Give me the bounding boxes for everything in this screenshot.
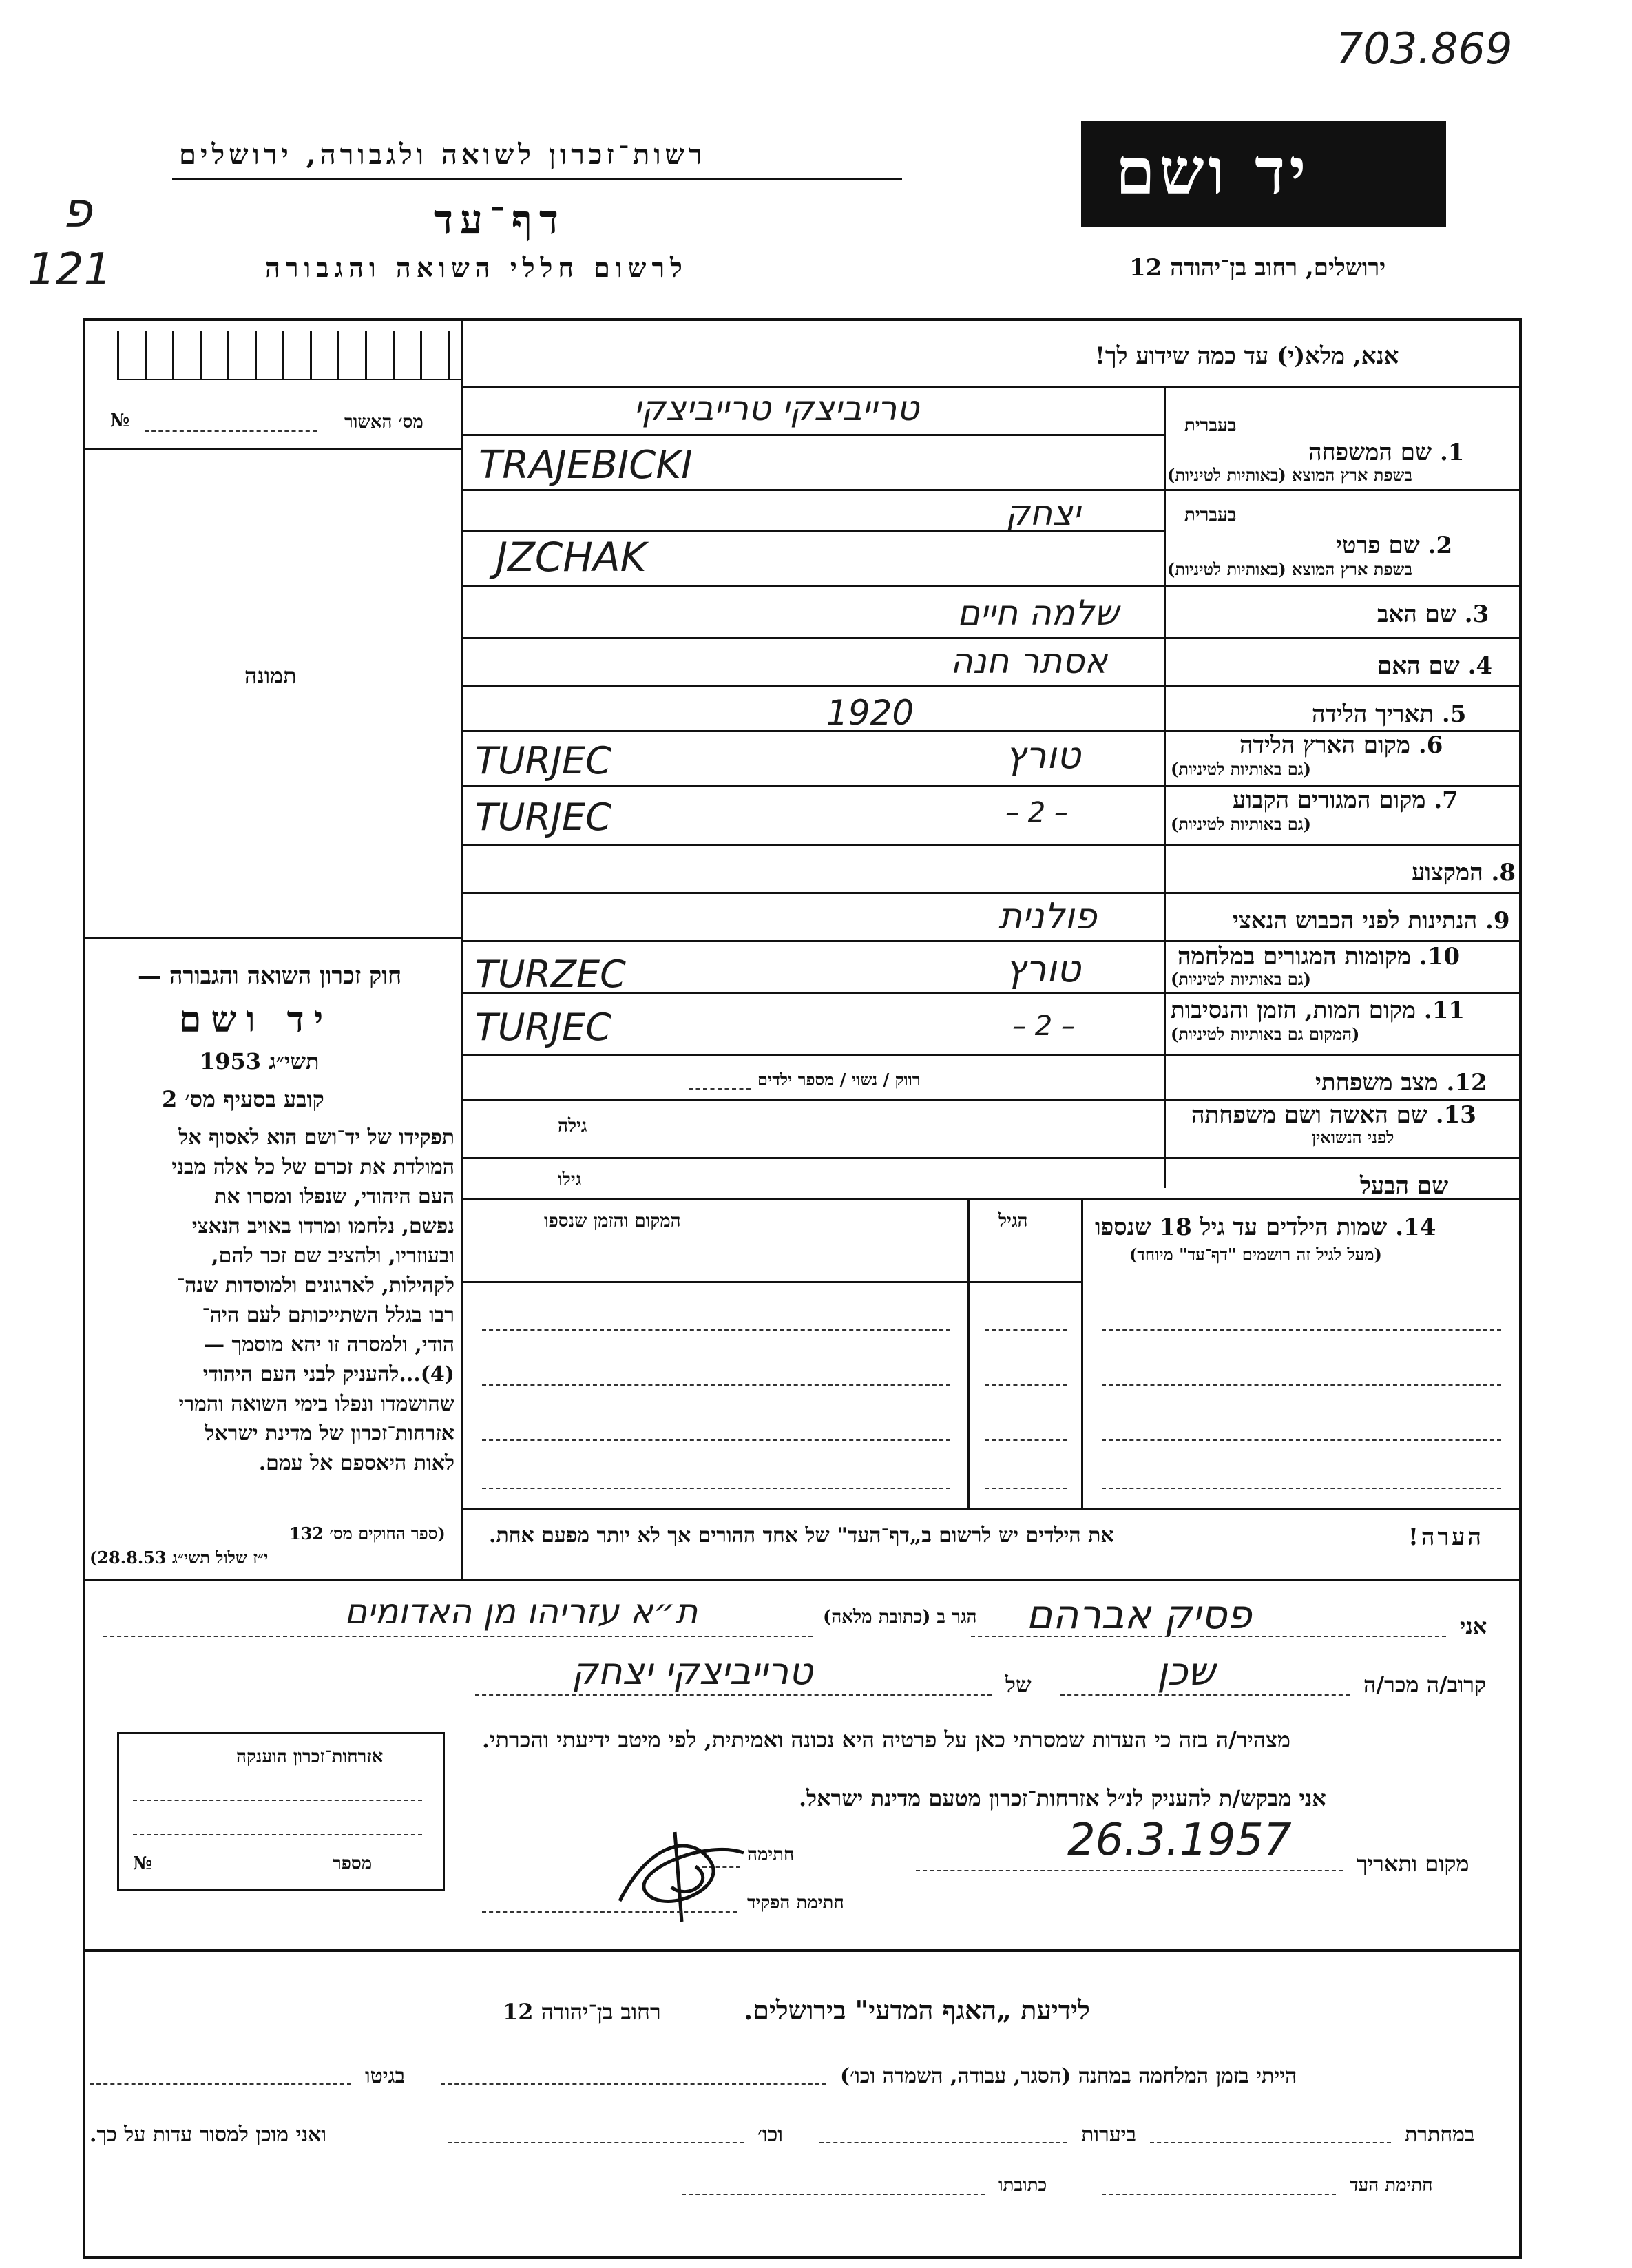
approval-ticks	[117, 331, 461, 380]
children-line-2a	[482, 1384, 950, 1386]
field-7-label: 7. מקום המגורים הקבוע	[1233, 787, 1458, 814]
footer-line1-dash-b	[90, 2083, 351, 2085]
law-year: תשי״ג 1953	[200, 1048, 320, 1074]
field-12-options: רווק / נשוי / מספר ילדים	[757, 1070, 921, 1090]
field-4-value: אסתר חנה	[950, 641, 1108, 681]
approval-no-label: מס׳ האשור	[344, 412, 423, 433]
children-col-age: הגיל	[998, 1211, 1028, 1231]
field-6-label: 6. מקום הארץ הלידה	[1239, 731, 1443, 759]
footer-line2-d: ואני מוכן למסור עדות על כך.	[90, 2123, 327, 2147]
approval-no-line	[145, 430, 317, 432]
children-divider-2	[967, 1198, 970, 1508]
field-5-label: 5. תאריך הלידה	[1312, 700, 1467, 728]
field-12-children-line	[689, 1088, 751, 1090]
decl-i-value: פסיק אברהם	[1026, 1591, 1252, 1638]
law-line: רבו בגלל השתייכותם לעם היה־	[202, 1303, 454, 1327]
field-10-note: (גם באותיות לטיניות)	[1171, 969, 1312, 989]
decl-place-date-line	[916, 1870, 1343, 1871]
decl-official-signature-line	[482, 1911, 737, 1913]
field-13-rule	[461, 1157, 1522, 1159]
field-9-label: 9. הנתינות לפני הכבוש הנאצי	[1233, 907, 1510, 935]
field-2-note: בשפת ארץ המוצא (באותיות לטיניות)	[1167, 559, 1412, 579]
field-7-value-latin: TURJEC	[475, 795, 611, 839]
field-1-rule-a	[461, 434, 1164, 436]
field-3-rule	[461, 637, 1522, 639]
children-divider-1	[1081, 1198, 1083, 1508]
decl-relation-label: קרוב/ה מכר/ה	[1363, 1672, 1487, 1698]
field-11-value-latin: TURJEC	[475, 1006, 611, 1049]
note-rule	[83, 1579, 1522, 1581]
field-10-rule	[461, 992, 1522, 994]
footer-line3-a: חתימת העד	[1350, 2175, 1433, 2196]
footer-line1-b: בגיטו	[365, 2064, 406, 2088]
field-2-hebrew-tag: בעברית	[1184, 505, 1237, 526]
decl-i-line	[971, 1636, 1446, 1637]
margin-number: 121	[28, 245, 112, 295]
children-line-3a	[482, 1439, 950, 1441]
field-2-value-latin: JZCHAK	[496, 534, 647, 581]
field-4-label: 4. שם האם	[1377, 652, 1493, 680]
decl-resides-line	[103, 1636, 813, 1637]
field-7-value-he: – 2 –	[1005, 797, 1068, 829]
law-source: (ספר החוקים מס׳ 132	[289, 1523, 446, 1543]
left-column-divider	[461, 318, 463, 1579]
decl-signature-label: חתימה	[747, 1844, 795, 1865]
instruction-rule	[461, 386, 1522, 388]
citizenship-number-label: מספר	[333, 1853, 373, 1874]
field-10-value-latin: TURZEC	[475, 953, 626, 996]
children-col-place: המקום והזמן שנספו	[544, 1211, 681, 1231]
field-11-value-he: – 2 –	[1012, 1010, 1075, 1042]
children-line-2c	[1102, 1384, 1501, 1386]
field-7-rule	[461, 844, 1522, 846]
law-line: נפשם, נלחמו ומרדו באויב הנאצי	[191, 1214, 454, 1238]
decl-resides-label: הגר ב (כתובת מלאה)	[823, 1607, 977, 1627]
field-11-note: (המקום גם באותיות לטיניות)	[1171, 1024, 1360, 1044]
children-line-4b	[985, 1488, 1067, 1489]
approval-rule	[83, 448, 461, 450]
decl-request: אני מבקש/ת להעניק לנ״ל אזרחות־זכרון מטעם מדינת ישראל.	[799, 1785, 1326, 1811]
decl-place-date-value: 26.3.1957	[1067, 1815, 1292, 1866]
children-line-1b	[985, 1329, 1067, 1331]
logo	[1081, 121, 1446, 227]
decl-statement: מצהיר/ה בזה כי העדות שמסרתי כאן על פרטיה היא נכונה ואמיתית, לפי מיטב ידיעתי והכרתי.	[482, 1727, 1290, 1753]
law-line: המולדת את זכרם של כל אלה מבני	[171, 1155, 454, 1179]
field-9-value: פולנית	[998, 896, 1097, 937]
decl-official-signature-label: חתימת הפקיד	[747, 1893, 844, 1913]
field-1-note: בשפת ארץ המוצא (באותיות לטיניות)	[1167, 465, 1412, 485]
law-line: שהושמדו ונפלו בימי השואה והמרי	[178, 1392, 454, 1416]
decl-of-label: של	[1005, 1672, 1032, 1698]
decl-of-value: טרייביצקי יצחק	[572, 1650, 813, 1693]
field-14-label: 14. שמות הילדים עד גיל 18 שנספו	[1095, 1214, 1436, 1241]
footer-line2-dash-a	[1150, 2142, 1391, 2143]
footer-line2-dash-c	[448, 2142, 744, 2143]
field-2-rule	[461, 585, 1522, 587]
law-line: (4)...להעניק לבני העם היהודי	[202, 1362, 454, 1386]
institution-name: רשות־זכרון לשואה ולגבורה, ירושלים	[179, 138, 707, 171]
children-header-rule	[461, 1281, 1081, 1283]
children-line-4c	[1102, 1488, 1501, 1489]
field-8-label: 8. המקצוע	[1412, 859, 1516, 886]
footer-line2-b: ביערות	[1081, 2123, 1137, 2147]
children-bottom-rule	[461, 1508, 1522, 1510]
law-logo: יד ושם	[179, 999, 333, 1041]
field-10-label: 10. מקומות המגורים במלחמה	[1178, 943, 1461, 970]
footer-rule	[83, 1949, 1522, 1952]
field-13-note: לפני הנשואין	[1312, 1127, 1394, 1147]
law-line: העם היהודי, שנפלו ומסרו את	[213, 1185, 454, 1209]
field-3-label: 3. שם האב	[1377, 601, 1489, 628]
footer-line1-a: הייתי בזמן המלחמה במחנה (הסגר, עבודה, השמדה וכו׳)	[840, 2064, 1297, 2088]
field-14-note: (מעל לגיל זה רושמים "דף־עד" מיוחד)	[1129, 1245, 1382, 1265]
decl-resides-value: ת״א עזריהו מן האדומים	[344, 1592, 698, 1632]
footer-line3-dash-b	[682, 2194, 985, 2195]
field-12-rule	[461, 1099, 1522, 1101]
field-6-value-he: טורץ	[1005, 734, 1081, 777]
decl-relation-line	[1060, 1694, 1350, 1696]
address: ירושלים, רחוב בן־יהודה 12	[1129, 254, 1386, 282]
photo-rule	[83, 937, 461, 939]
law-line: לאות היאספם אל עמם.	[258, 1451, 454, 1475]
field-7-note: (גם באותיות לטיניות)	[1171, 814, 1312, 834]
children-line-4a	[482, 1488, 950, 1489]
margin-letter: פ	[62, 182, 92, 238]
law-line: תפקידו של יד־ושם הוא לאסוף אל	[178, 1125, 454, 1149]
children-line-2b	[985, 1384, 1067, 1386]
field-13-age-label: גילה	[558, 1116, 587, 1136]
field-9-rule	[461, 940, 1522, 942]
footer-line2-a: במחתרת	[1405, 2123, 1475, 2147]
law-source-date: י״ז שלול תשי״ג 28.8.53)	[90, 1548, 269, 1568]
law-line: ובעוזריו, ולהציב שם זכר להם,	[211, 1244, 454, 1268]
law-line: הודי, ולמסרה זו יהא מוסמך —	[204, 1333, 454, 1357]
husband-label: שם הבעל	[1360, 1172, 1449, 1200]
field-13-label: 13. שם האשה ושם משפחתה	[1191, 1101, 1476, 1129]
footer-title: לידיעת „האגף המדעי" בירושלים.	[744, 1995, 1090, 2026]
footer-line2-dash-b	[819, 2142, 1067, 2143]
field-4-rule	[461, 685, 1522, 687]
citizenship-title: אזרחות־זכרון הוענקה	[236, 1747, 384, 1767]
field-1-hebrew-tag: בעברית	[1184, 415, 1237, 436]
law-body	[90, 1123, 454, 1478]
field-1-value-he: טרייביצקי טרייביצקי	[634, 388, 919, 428]
decl-relation-value: שכן	[1157, 1650, 1215, 1694]
field-6-note: (גם באותיות לטיניות)	[1171, 759, 1312, 779]
field-1-rule	[461, 489, 1522, 491]
citizenship-line-2	[133, 1834, 422, 1835]
approval-no-symbol: №	[110, 410, 130, 431]
footer-address: רחוב בן־יהודה 12	[503, 1999, 661, 2025]
law-line: אזרחות־זכרון של מדינת ישראל	[205, 1422, 454, 1446]
citizenship-box	[117, 1732, 445, 1891]
field-2-value-he: יצחק	[1005, 493, 1080, 533]
citizenship-line-1	[133, 1800, 422, 1801]
footer-line3-dash-a	[1102, 2194, 1336, 2195]
children-line-1a	[482, 1329, 950, 1331]
citizenship-no-symbol: №	[133, 1853, 153, 1874]
field-8-rule	[461, 892, 1522, 894]
field-6-value-latin: TURJEC	[475, 739, 611, 782]
institution-underline	[172, 178, 902, 180]
children-line-3b	[985, 1439, 1067, 1441]
footer-line1-dash-a	[441, 2083, 826, 2085]
photo-label: תמונה	[244, 663, 297, 689]
footer-line3-b: כתובתו	[998, 2175, 1047, 2196]
decl-i-label: אני	[1460, 1613, 1487, 1639]
law-line: לקהילות, לארגונים ולמוסדות שנה־	[176, 1273, 454, 1298]
law-title: חוק זכרון השואה והגבורה —	[138, 962, 402, 990]
logo-text: יד ושם	[1116, 134, 1310, 209]
field-2-label: 2. שם פרטי	[1336, 532, 1453, 559]
field-1-value-latin: TRAJEBICKI	[479, 443, 693, 488]
children-line-1c	[1102, 1329, 1501, 1331]
file-number: 703.869	[1336, 23, 1513, 74]
field-2-rule-a	[461, 530, 1164, 532]
husband-age-label: גילו	[558, 1169, 582, 1190]
instruction: אנא, מלא(י) עד כמה שידוע לך!	[1095, 342, 1399, 370]
decl-of-line	[475, 1694, 992, 1696]
note-label: הערה!	[1408, 1523, 1484, 1551]
husband-rule	[461, 1198, 1522, 1200]
field-5-value: 1920	[826, 693, 914, 733]
footer-line2-c: וכו׳	[757, 2123, 783, 2147]
decl-place-date-label: מקום ותאריך	[1357, 1851, 1469, 1877]
law-clause: קובע בסעיף מס׳ 2	[162, 1086, 324, 1112]
field-11-label: 11. מקום המות, הזמן והנסיבות	[1171, 997, 1465, 1024]
note-text: את הילדים יש לרשום ב„דף־העד" של אחד ההורים אך לא יותר מפעם אחת.	[489, 1523, 1114, 1548]
field-3-value: שלמה חיים	[957, 593, 1119, 633]
field-10-value-he: טורץ	[1005, 947, 1081, 990]
form-title: דף־עד	[434, 196, 565, 243]
form-subtitle: לרשום חללי השואה והגבורה	[265, 252, 688, 283]
field-12-label: 12. מצב משפחתי	[1315, 1069, 1487, 1096]
field-11-rule	[461, 1054, 1522, 1056]
children-line-3c	[1102, 1439, 1501, 1441]
field-1-label: 1. שם המשפחה	[1308, 439, 1465, 466]
